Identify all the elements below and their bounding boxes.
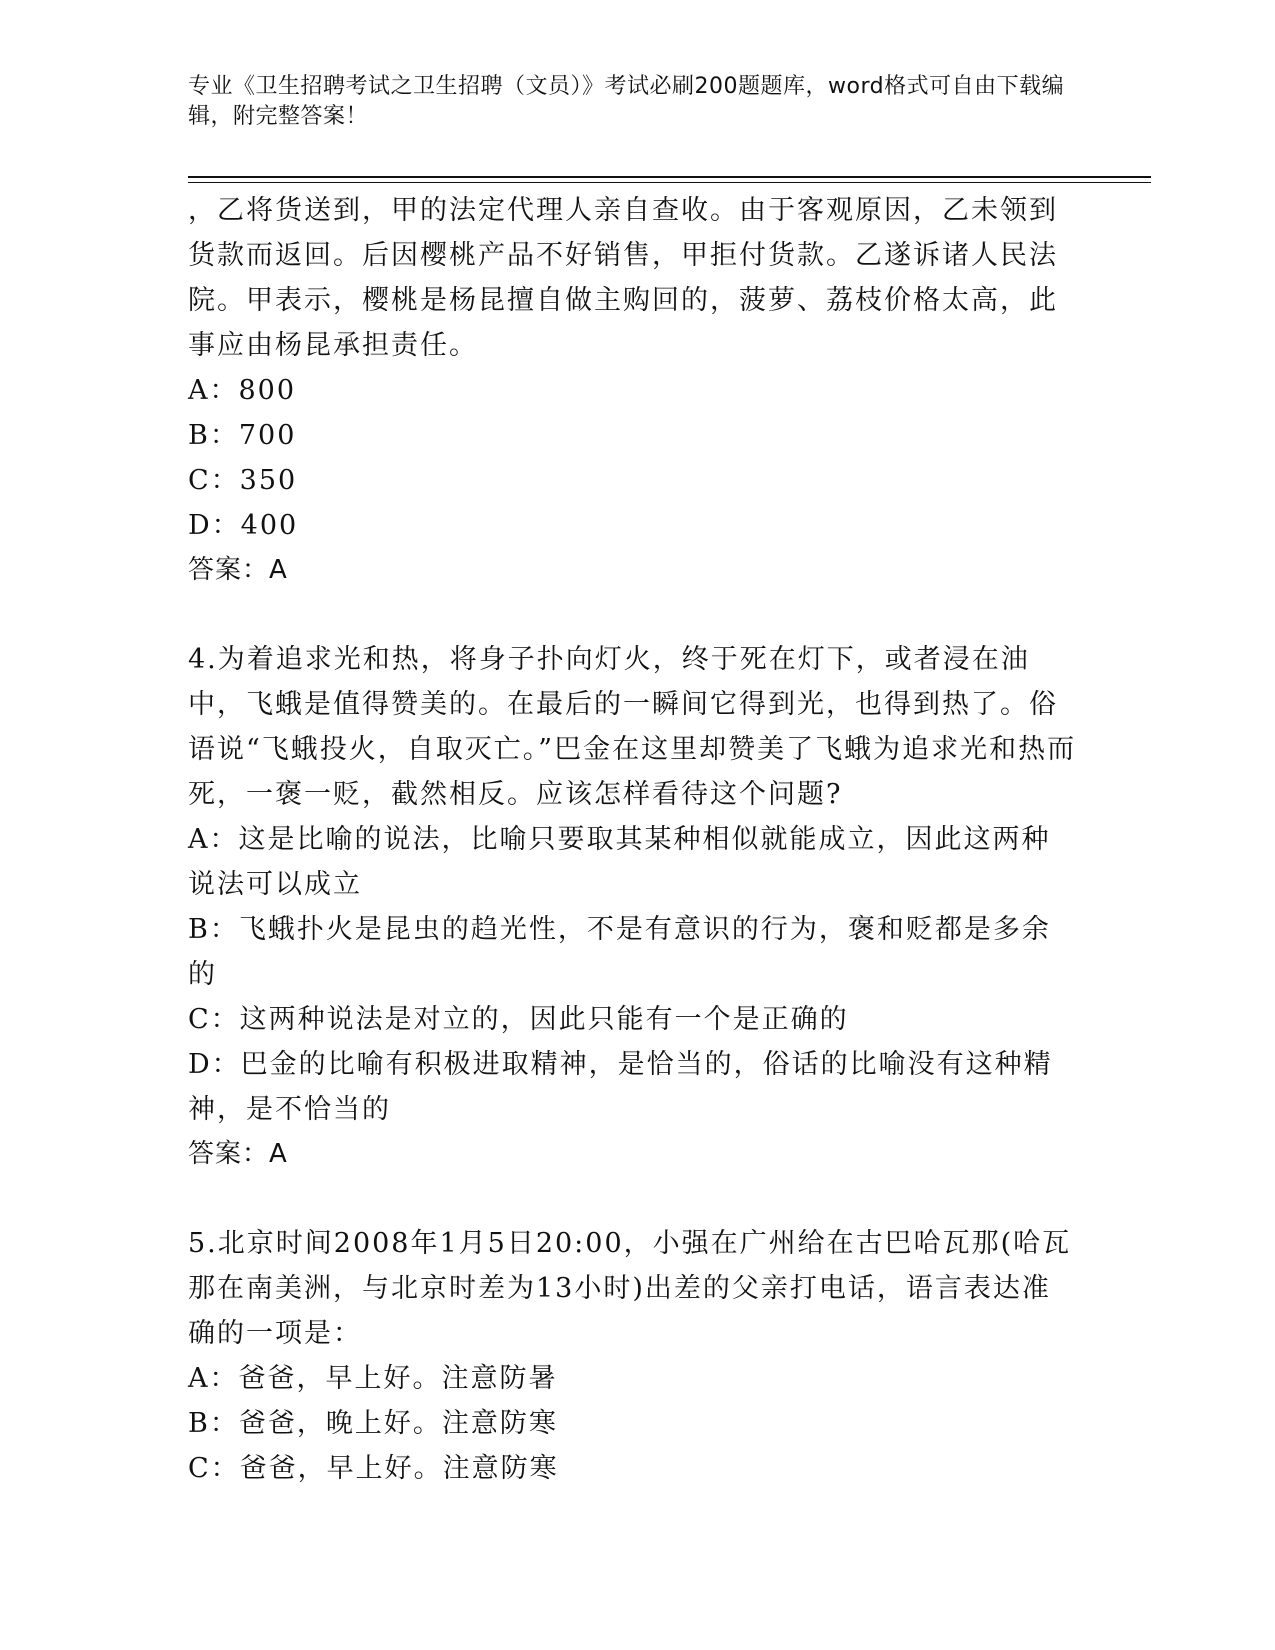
- question-stem: 5.北京时间2008年1月5日20:00，小强在广州给在古巴哈瓦那(哈瓦那在南美洲，与北京时差为13小时)出差的父亲打电话，语言表达准确的一项是：: [188, 1228, 1072, 1349]
- page-header: 专业《卫生招聘考试之卫生招聘（文员）》考试必刷200题题库，word格式可自由下载编辑，附完整答案！: [188, 74, 1065, 129]
- answer: 答案：A: [188, 555, 288, 585]
- option-d: D：400: [188, 510, 299, 541]
- option-d: D：巴金的比喻有积极进取精神，是恰当的，俗话的比喻没有这种精神，是不恰当的: [188, 1049, 1053, 1125]
- option-b: B：700: [188, 420, 297, 451]
- option-c: C：爸爸，早上好。注意防寒: [188, 1453, 559, 1484]
- answer: 答案：A: [188, 1139, 288, 1169]
- question-5: [188, 1221, 1078, 1491]
- header-rule-thin: [188, 182, 1151, 183]
- option-b: B：爸爸，晚上好。注意防寒: [188, 1408, 558, 1439]
- option-a: A：800: [188, 375, 297, 406]
- option-a: A：这是比喻的说法，比喻只要取其某种相似就能成立，因此这两种说法可以成立: [188, 824, 1051, 900]
- question-stem: ，乙将货送到，甲的法定代理人亲自查收。由于客观原因，乙未领到货款而返回。后因樱桃产品不好销售，甲拒付货款。乙遂诉诸人民法院。甲表示，樱桃是杨昆擅自做主购回的，菠萝、荔枝价格太高，此事应由杨昆承担责任。: [188, 195, 1058, 361]
- option-c: C：这两种说法是对立的，因此只能有一个是正确的: [188, 1004, 849, 1035]
- question-4: [188, 637, 1078, 1177]
- option-c: C：350: [188, 465, 298, 496]
- question-3: [188, 188, 1078, 593]
- document-body: [188, 188, 1078, 1491]
- question-stem: 4.为着追求光和热，将身子扑向灯火，终于死在灯下，或者浸在油中，飞蛾是值得赞美的。在最后的一瞬间它得到光，也得到热了。俗语说“飞蛾投火，自取灭亡。”巴金在这里却赞美了飞蛾为追求光和热而死，一褒一贬，截然相反。应该怎样看待这个问题?: [188, 644, 1077, 810]
- option-b: B：飞蛾扑火是昆虫的趋光性，不是有意识的行为，褒和贬都是多余的: [188, 914, 1051, 990]
- option-a: A：爸爸，早上好。注意防暑: [188, 1363, 558, 1394]
- header-rule-thick: [188, 176, 1151, 178]
